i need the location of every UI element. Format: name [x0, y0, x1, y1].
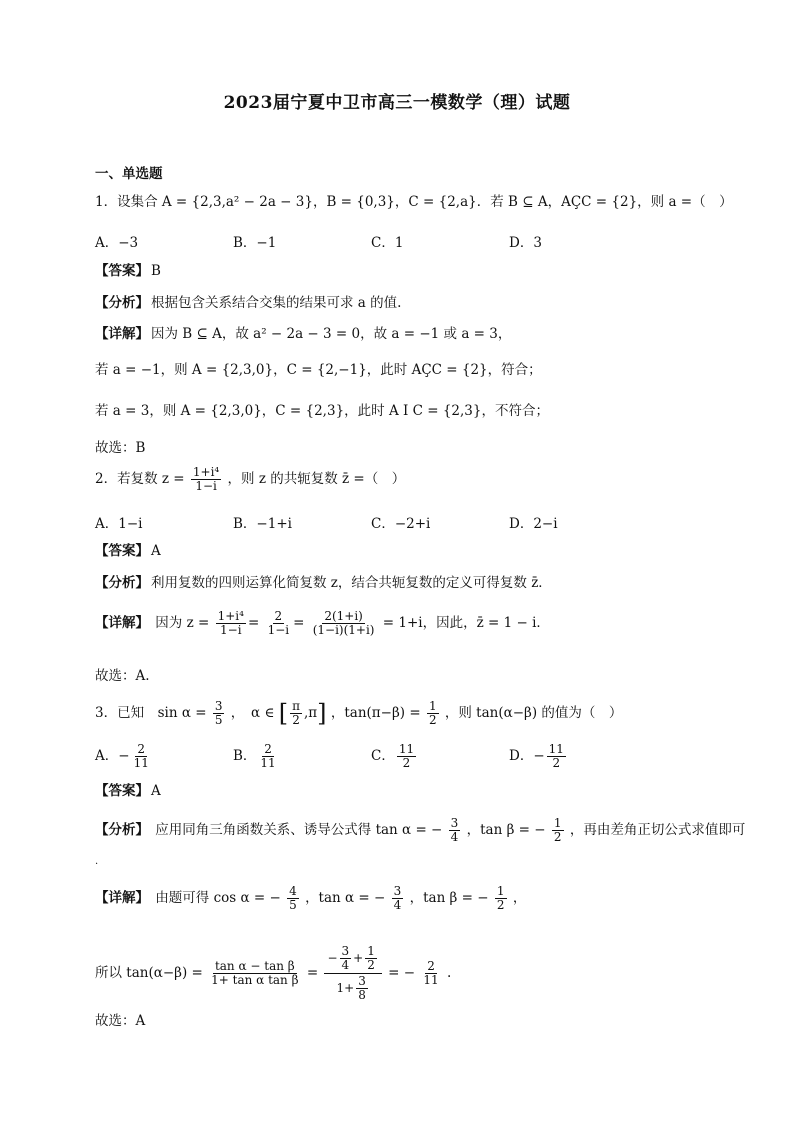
- q3-interval-fraction: $\frac{\pi}{2}$: [292, 699, 300, 727]
- q1-option-d: D．3: [509, 235, 542, 251]
- q2-stem-post: ，则 z 的共轭复数 z̄ =（ ）: [227, 471, 406, 487]
- q2-detail: 【详解】 因为 z = $\frac{\text{1+i⁴}}{1-i}$ = $\frac{2}{1-i}$ = $\frac{2(1+i)}{(1-i)(1+i)}$ = 1+i，因此，z̄ = 1 − i．: [95, 609, 550, 637]
- q3-analysis: 【分析】 应用同角三角函数关系、诱导公式得 tan α = − $\frac{3}{4}$ ，tan β = − $\frac{1}{2}$ ，再由差角正切公式求值即可: [95, 816, 746, 844]
- q2-analysis: [95, 574, 552, 592]
- q3-option-d: D．− $\frac{11}{2}$: [509, 742, 564, 770]
- q3-analysis-trailing-dot: .: [95, 856, 99, 867]
- q3-stem-c: ，tan(π−β) =: [330, 705, 421, 721]
- detail-label: 【详解】: [95, 615, 149, 631]
- q3-stem-b: ， α ∈: [230, 705, 275, 721]
- answer-label: 【答案】: [95, 783, 149, 799]
- q3-answer: [95, 782, 161, 800]
- q1-detail: [95, 325, 511, 343]
- q3-sin-fraction: $\frac{3}{5}$: [214, 699, 223, 727]
- detail-label: 【详解】: [95, 890, 149, 906]
- q1-option-b: B．−1: [233, 235, 277, 251]
- q1-detail-line-2: 若 a = −1，则 A = {2,3,0}，C = {2,−1}，此时 AÇC = {2}，符合；: [95, 362, 542, 378]
- q3-answer-value: A: [151, 783, 161, 799]
- q3-stem-d: ，则 tan(α−β) 的值为（ ）: [444, 705, 623, 721]
- analysis-label: 【分析】: [95, 822, 149, 838]
- q2-option-c: C．−2+i: [371, 516, 431, 532]
- q2-option-d: D．2−i: [509, 516, 558, 532]
- q3-stem-a: 3．已知 sin α =: [95, 705, 207, 721]
- q1-answer: [95, 262, 161, 280]
- q1-option-a: A．−3: [95, 235, 139, 251]
- q2-stem: [95, 466, 405, 493]
- q2-detail-fraction-1: $\frac{\text{1+i⁴}}{1-i}$: [217, 609, 244, 637]
- q3-interval-tail: ,π: [304, 705, 318, 721]
- q3-detail: 【详解】 由题可得 cos α = − $\frac{4}{5}$ ，tan α = − $\frac{3}{4}$ ，tan β = − $\frac{1}{2}$ ，: [95, 884, 527, 912]
- q3-option-c: C． $\frac{11}{2}$: [371, 742, 415, 770]
- answer-label: 【答案】: [95, 543, 149, 559]
- q1-analysis: [95, 294, 401, 312]
- q1-detail-text: 因为 B ⊆ A，故 a² − 2a − 3 = 0，故 a = −1 或 a = 3，: [151, 326, 512, 342]
- q2-detail-fraction-3: $\frac{2(1+i)}{(1-i)(1+i)}$: [312, 609, 375, 637]
- analysis-label: 【分析】: [95, 295, 149, 311]
- q2-detail-pre: 因为 z =: [155, 615, 210, 631]
- q3-conclusion: 故选：A: [95, 1013, 146, 1029]
- q2-conclusion: 故选：A.: [95, 668, 150, 684]
- q2-answer-value: A: [151, 543, 161, 559]
- q2-option-a: A．1−i: [95, 516, 143, 532]
- q1-conclusion: 故选：B: [95, 440, 146, 456]
- q1-answer-value: B: [151, 263, 161, 279]
- answer-label: 【答案】: [95, 263, 149, 279]
- q1-stem: 1．设集合 A = {2,3,a² − 2a − 3}，B = {0,3}，C = {2,a}．若 B ⊆ A，AÇC = {2}，则 a =（ ）: [95, 194, 733, 210]
- q2-analysis-text: 利用复数的四则运算化简复数 z，结合共轭复数的定义可得复数 z̄．: [151, 575, 552, 591]
- q3-option-b: B． $\frac{2}{11}$: [233, 742, 276, 770]
- q2-answer: [95, 542, 161, 560]
- q2-fraction: $\frac{\text{1+i⁴}}{1-i}$: [192, 465, 220, 493]
- q3-final-computation: 所以 tan(α−β) = $\frac{\text{tan α − tan β}}{\text{1+ tan α tan β}}$ = − $\frac{3}{4}$ + $\frac{1}{2}$ 1+ $\frac{3}{8}$ = − $\frac{2}{11}$ .: [95, 944, 452, 1002]
- q3-stem: 3．已知 sin α = $\frac{3}{5}$ ， α ∈ [ $\frac{\pi}{2}$ ,π] ，tan(π−β) = $\frac{1}{2}$ ，则 tan(α−β) 的值为（ ）: [95, 699, 623, 728]
- section-heading: 一、单选题: [95, 166, 163, 182]
- q1-detail-line-3: 若 a = 3，则 A = {2,3,0}，C = {2,3}，此时 A I C = {2,3}，不符合；: [95, 403, 549, 419]
- q2-stem-pre: 2．若复数 z =: [95, 471, 185, 487]
- q2-detail-fraction-2: $\frac{2}{1-i}$: [267, 609, 290, 637]
- analysis-label: 【分析】: [95, 575, 149, 591]
- q2-detail-post: = 1+i，因此，z̄ = 1 − i．: [382, 615, 550, 631]
- q1-analysis-text: 根据包含关系结合交集的结果可求 a 的值.: [151, 295, 402, 311]
- q3-compound-fraction: − $\frac{3}{4}$ + $\frac{1}{2}$ 1+ $\frac{3}{8}$: [324, 945, 381, 1002]
- q3-option-a: A．− $\frac{2}{11}$: [95, 742, 149, 770]
- page-title: 2023届宁夏中卫市高三一模数学（理）试题: [223, 93, 571, 113]
- q1-option-c: C．1: [371, 235, 404, 251]
- q3-tan-fraction: $\frac{1}{2}$: [428, 699, 437, 727]
- q3-difference-formula: $\frac{\text{tan α − tan β}}{\text{1+ tan α tan β}}$: [211, 959, 299, 987]
- detail-label: 【详解】: [95, 326, 149, 342]
- q2-option-b: B．−1+i: [233, 516, 292, 532]
